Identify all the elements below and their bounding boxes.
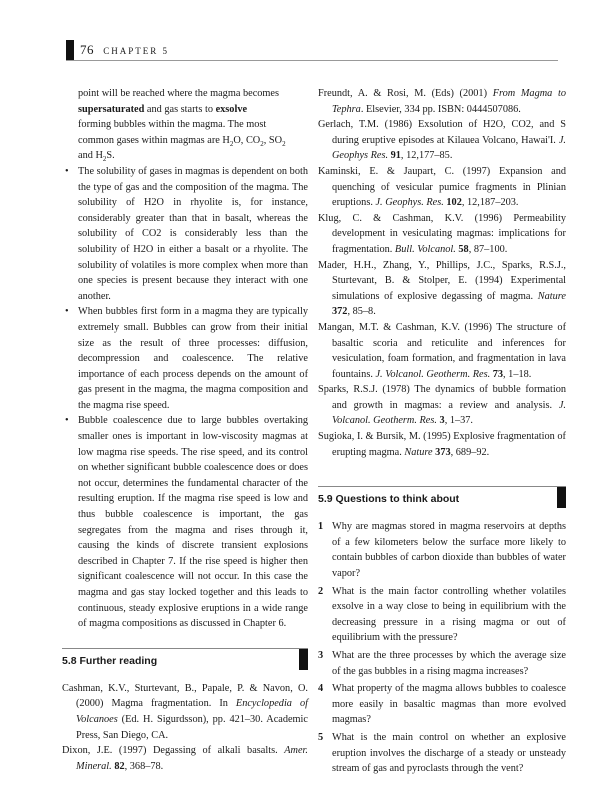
section-heading-questions — [318, 486, 566, 507]
page-number: 76 — [80, 42, 94, 57]
question-item: 2 What is the main factor controlling whether volatiles exsolve in a way close to being in equilibrium with the decreasing pressure in a rising magma or out of equilibrium with the pressure? — [318, 585, 566, 644]
question-item: 3 What are the three processes by which the average size of the gas bubbles in a rising magma increases? — [318, 650, 566, 677]
running-header — [80, 42, 169, 58]
section-heading-further-reading — [62, 648, 308, 669]
section-bar — [557, 487, 566, 508]
bullet-item: • Bubble coalescence due to large bubbles overtaking smaller ones is important in low-viscosity magmas at low magma rise speeds. The rise speed, and its control on whether significant bubble coalescence does or does not occur, determines the fundamental character of the resulting eruption. If the magma rise speed is low and thus bubble coalescence is important, the gas segregates from the magma and rises through it, causing the kinds of discrete transient explosions described in Chapter 7. If the rise speed is higher then significant coalescence will not occur. In this case the magma and gas stay locked together and this leads to continuous, steady explosive eruptions in a wide range of magma compositions as discussed in Chapter 6. — [65, 415, 308, 630]
reference-item: Sparks, R.S.J. (1978) The dynamics of bubble formation and growth in magmas: a review and analysis. J. Volcanol. Geotherm. Res. 3, 1–37. — [318, 384, 566, 427]
intro-line: common gases within magmas are $H_2O$, $CO_2$, $SO_2$ — [78, 134, 286, 148]
bullet-text: Bubble coalescence due to large bubbles overtaking smaller ones is important in low-viscosity magmas at low magma rise speeds. The rise speed, and its control on whether significant bubble coalescence does or does not occur, determines the fundamental character of the resulting eruption. If the magma rise speed is low and thus bubble coalescence is important, the gas segregates from the magma and rises through it, causing the kinds of discrete transient explosions described in Chapter 7. If the rise speed is higher then significant coalescence will not occur. In this case the magma and gas stay locked together and this leads to continuous, steady explosive eruptions in a wide range of magma compositions as discussed in Chapter 6. — [78, 415, 308, 630]
chapter-label: CHAPTER 5 — [103, 46, 170, 56]
question-item: 5 What is the main control on whether an explosive eruption involves the discharge of a steady or unsteady stream of gas and pyroclasts through the vent? — [318, 731, 566, 775]
intro-line: point will be reached where the magma becomes — [78, 88, 279, 99]
intro-paragraph — [62, 86, 308, 164]
section-title: 5.9 Questions to think about — [318, 493, 460, 506]
bullet-item: • The solubility of gases in magmas is dependent on both the type of gas and the composition of the magma. The solubility of H2O in rhyolite is, for instance, considerably greater than that in basalt, whereas the solubility of CO2 is considerably less than the solubility of H2O in either a basalt or a rhyolite. The solubility of volatiles is more complex when more than one species is present because they interact with one another. — [65, 165, 308, 302]
reference-item: Sugioka, I. & Bursik, M. (1995) Explosive fragmentation of erupting magma. Nature 373, 689–92. — [318, 431, 566, 458]
question-item: 4 What property of the magma allows bubbles to coalesce more easily in basaltic magmas than more evolved magmas? — [318, 683, 566, 726]
section-bar — [299, 649, 308, 670]
intro-line: forming bubbles within the magma. The most — [78, 119, 267, 131]
header-bar — [66, 40, 74, 60]
reference-item: Dixon, J.E. (1997) Degassing of alkali basalts. Amer. Mineral. 82, 368–78. — [62, 745, 308, 772]
right-column — [318, 86, 566, 779]
bullet-item: • When bubbles first form in a magma they are typically extremely small. Bubbles can grow from their initial size as the result of three processes: diffusion, decompression and coalescence. The relative importance of each process depends on the amount of gas present in the magma, the magma composition and the magma rise speed. — [65, 306, 308, 411]
bullet-text: When bubbles first form in a magma they are typically extremely small. Bubbles can grow from their initial size as the result of three processes: diffusion, decompression and coalescence. The relative importance of each process depends on the amount of gas present in the magma, the magma composition and the magma rise speed. — [78, 306, 308, 411]
intro-line: and $H_2S$. — [78, 150, 115, 164]
reference-item: Kaminski, E. & Jaupart, C. (1997) Expansion and quenching of vesicular pumice fragments in Plinian eruptions. J. Geophys. Res. 102, 12,187–203. — [318, 165, 566, 209]
left-column — [62, 86, 308, 774]
reference-item: Gerlach, T.M. (1986) Exsolution of H2O, CO2, and S during eruptive episodes at Kilauea Volcano, Hawai'I. J. Geophys Res. 91, 12,177–85. — [318, 119, 566, 162]
reference-item: Mangan, M.T. & Cashman, K.V. (1996) The structure of basaltic scoria and reticulite and inferences for vesiculation, foam formation, and fragmentation in lava fountains. J. Volcanol. Geotherm. Res. 73, 1–18. — [318, 321, 566, 380]
question-item: 1 Why are magmas stored in magma reservoirs at depths of a few kilometers below the surface more likely to contain bubbles of carbon dioxide than bubbles of water vapor? — [318, 521, 566, 580]
intro-line: supersaturated and gas starts to exsolve — [78, 103, 248, 115]
bullet-text: The solubility of gases in magmas is dependent on both the type of gas and the composition of the magma. The solubility of H2O in rhyolite is, for instance, considerably greater than that in basalt, whereas the solubility of CO2 is considerably less than the solubility of H2O in either a basalt or a rhyolite. The solubility of volatiles is more complex when more than one species is present because they interact with one another. — [78, 165, 308, 302]
reference-item: Freundt, A. & Rosi, M. (Eds) (2001) From Magma to Tephra. Elsevier, 334 pp. ISBN: 0444507086. — [318, 88, 566, 115]
reference-item: Cashman, K.V., Sturtevant, B., Papale, P. & Navon, O. (2000) Magma fragmentation. In Encyclopedia of Volcanoes (Ed. H. Sigurdsson), pp. 421–30. Academic Press, San Diego, CA. — [62, 682, 308, 741]
reference-item: Klug, C. & Cashman, K.V. (1996) Permeability development in vesiculating magmas: implications for fragmentation. Bull. Volcanol. 58, 87–100. — [318, 212, 566, 255]
reference-item: Mader, H.H., Zhang, Y., Phillips, J.C., Sparks, R.S.J., Sturtevant, B. & Stolper, E. (1994) Experimental simulations of explosive degassing of magma. Nature 372, 85–8. — [318, 259, 566, 318]
header-rule — [66, 60, 558, 61]
section-title: 5.8 Further reading — [62, 654, 158, 667]
